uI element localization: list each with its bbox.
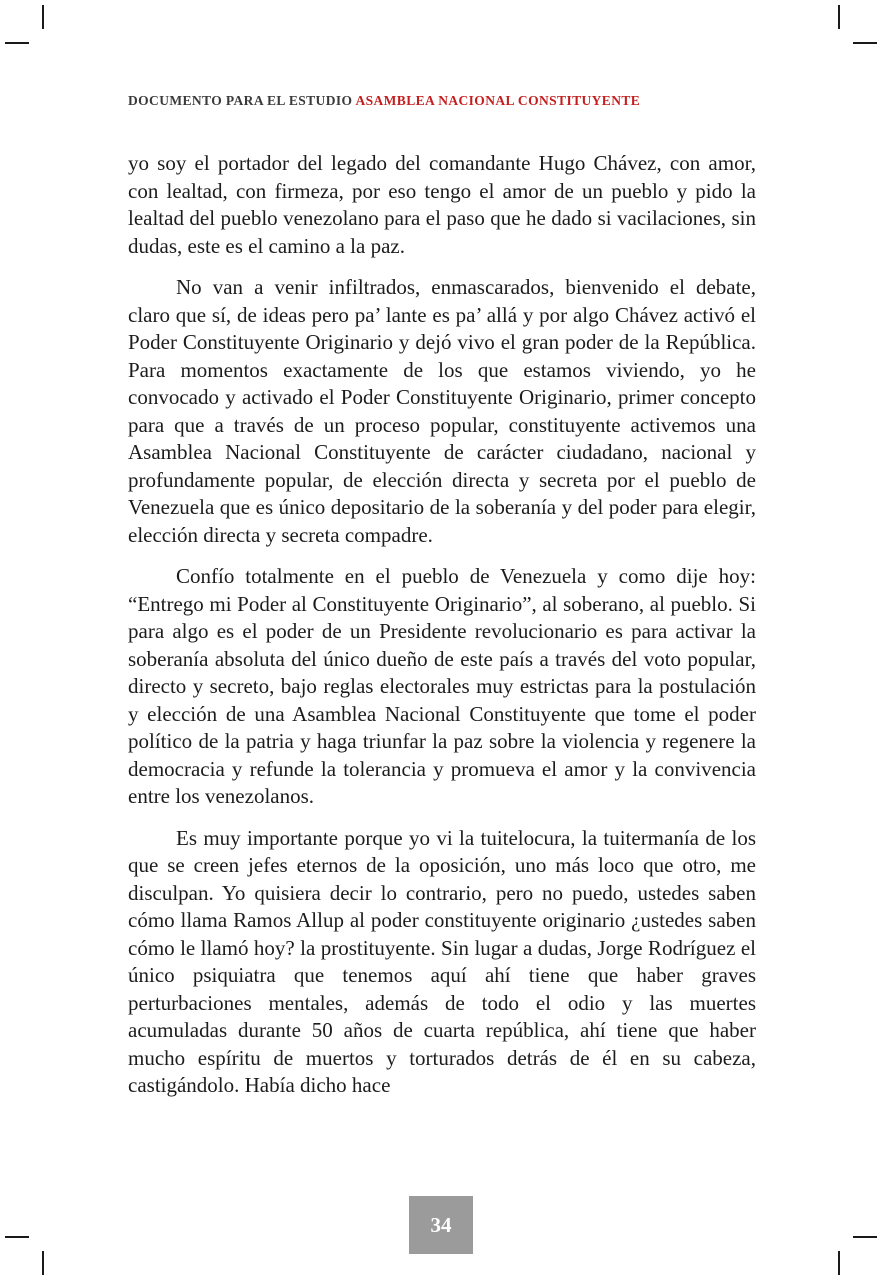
crop-mark-top-left-vertical xyxy=(42,5,44,29)
page-number-badge xyxy=(409,1196,473,1254)
crop-mark-bottom-left-vertical xyxy=(42,1251,44,1275)
crop-mark-top-right-horizontal xyxy=(853,42,877,44)
body-text-block xyxy=(128,150,756,1100)
paragraph: Confío totalmente en el pueblo de Venezuela y como dije hoy: “Entrego mi Poder al Constituyente Originario”, al soberano, al pueblo. Si para algo es el poder de un Presidente revolucionario es para activar la soberanía absoluta del único dueño de este país a través del voto popular, directo y secreto, bajo reglas electorales muy estrictas para la postulación y elección de una Asamblea Nacional Constituyente que tome el poder político de la patria y haga triunfar la paz sobre la violencia y regenere la democracia y refunde la tolerancia y promueva el amor y la convivencia entre los venezolanos. xyxy=(128,564,756,808)
running-header xyxy=(128,93,758,109)
paragraph: Es muy importante porque yo vi la tuitelocura, la tuitermanía de los que se creen jefes eternos de la oposición, uno más loco que otro, me disculpan. Yo quisiera decir lo contrario, pero no puedo, ustedes saben cómo llama Ramos Allup al poder constituyente originario ¿ustedes saben cómo le llamó hoy? la prostituyente. Sin lugar a dudas, Jorge Rodríguez el único psiquiatra que tenemos aquí ahí tiene que haber graves perturbaciones mentales, además de todo el odio y las muertes acumuladas durante 50 años de cuarta república, ahí tiene que haber mucho espíritu de muertos y torturados detrás de él en su cabeza, castigándolo. Había dicho hace xyxy=(128,825,756,1097)
paragraph: No van a venir infiltrados, enmascarados, bienvenido el debate, claro que sí, de ideas pero pa’ lante es pa’ allá y por algo Chávez activó el Poder Constituyente Originario y dejó vivo el gran poder de la República. Para momentos exactamente de los que estamos viviendo, yo he convocado y activado el Poder Constituyente Originario, primer concepto para que a través de un proceso popular, constituyente activemos una Asamblea Nacional Constituyente de carácter ciudadano, nacional y profundamente popular, de elección directa y secreta por el pueblo de Venezuela que es único depositario de la soberanía y del poder para elegir, elección directa y secreta compadre. xyxy=(128,275,756,547)
page-number: 34 xyxy=(430,1212,452,1237)
crop-mark-bottom-right-horizontal xyxy=(853,1236,877,1238)
crop-mark-bottom-right-vertical xyxy=(838,1251,840,1275)
paragraph: yo soy el portador del legado del comandante Hugo Chávez, con amor, con lealtad, con firmeza, por eso tengo el amor de un pueblo y pido la lealtad del pueblo venezolano para el paso que he dado si vacilaciones, sin dudas, este es el camino a la paz. xyxy=(128,151,756,258)
running-header-accent: ASAMBLEA NACIONAL CONSTITUYENTE xyxy=(355,93,641,108)
crop-mark-top-left-horizontal xyxy=(5,42,29,44)
running-header-text: DOCUMENTO PARA EL ESTUDIO xyxy=(128,93,356,108)
crop-mark-bottom-left-horizontal xyxy=(5,1236,29,1238)
crop-mark-top-right-vertical xyxy=(838,5,840,29)
